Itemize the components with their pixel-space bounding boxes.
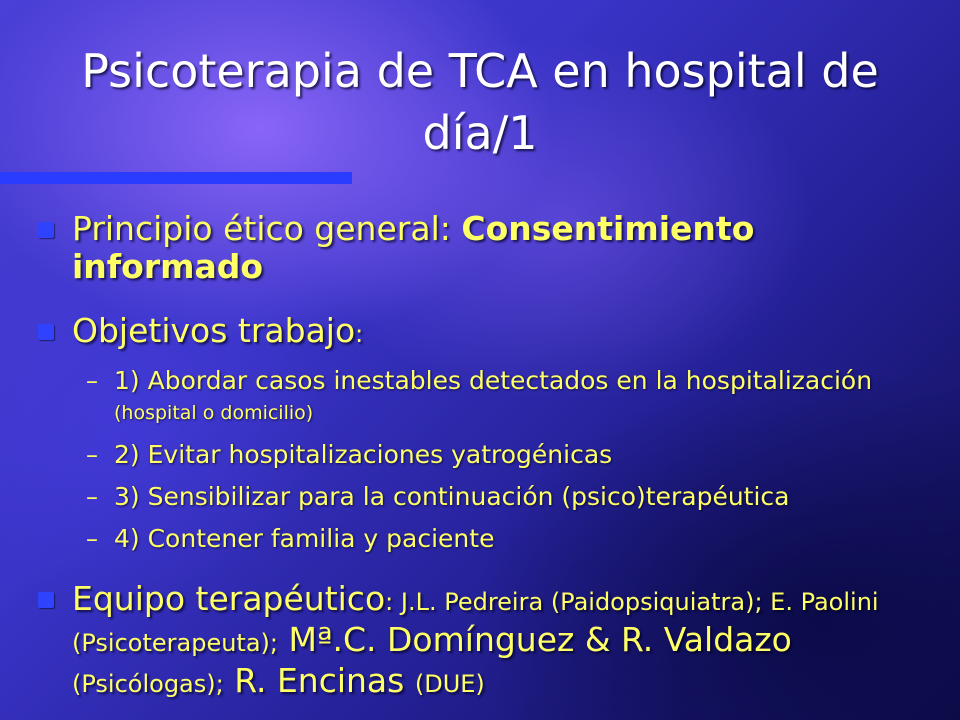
bullet-prefix: Principio ético general: — [72, 209, 462, 248]
bullet-text — [72, 210, 932, 286]
bullet-label: Objetivos trabajo — [72, 311, 356, 350]
dash-icon: – — [86, 367, 98, 395]
square-bullet-icon — [38, 222, 54, 238]
sub-item-label: 1) Abordar casos inestables detectados en la hospitalización — [114, 366, 873, 395]
slide-title: Psicoterapia de TCA en hospital de día/1 — [81, 44, 879, 160]
dash-icon: – — [86, 525, 98, 553]
bullet-emphasis: Consentimiento informado — [72, 209, 755, 286]
team-role: (Psicoterapeuta); — [72, 629, 278, 657]
title-accent-bar — [0, 172, 352, 184]
sub-item-text: 4) Contener familia y paciente — [114, 524, 495, 553]
bullet-text — [72, 580, 932, 703]
sub-item-text: 2) Evitar hospitalizaciones yatrogénicas — [114, 440, 613, 469]
team-role: (Psicólogas); — [72, 670, 224, 698]
sub-item-text — [114, 366, 914, 428]
dash-icon: – — [86, 441, 98, 469]
team-role: (DUE) — [414, 670, 485, 698]
sub-item-text: 3) Sensibilizar para la continuación (psico)terapéutica — [114, 482, 790, 511]
bullet-colon: : — [355, 320, 364, 348]
team-member: R. Encinas — [223, 661, 415, 700]
square-bullet-icon — [38, 324, 54, 340]
team-role: (Paidopsiquiatra); — [550, 588, 763, 616]
team-member: : J.L. Pedreira — [385, 588, 551, 616]
sub-item-note: (hospital o domicilio) — [114, 402, 314, 424]
team-member: E. Paolini — [762, 588, 879, 616]
team-member: Mª.C. Domínguez & R. Valdazo — [278, 620, 792, 659]
square-bullet-icon — [38, 592, 54, 608]
dash-icon: – — [86, 483, 98, 511]
bullet-text — [72, 312, 932, 353]
team-lead: Equipo terapéutico — [72, 579, 386, 618]
